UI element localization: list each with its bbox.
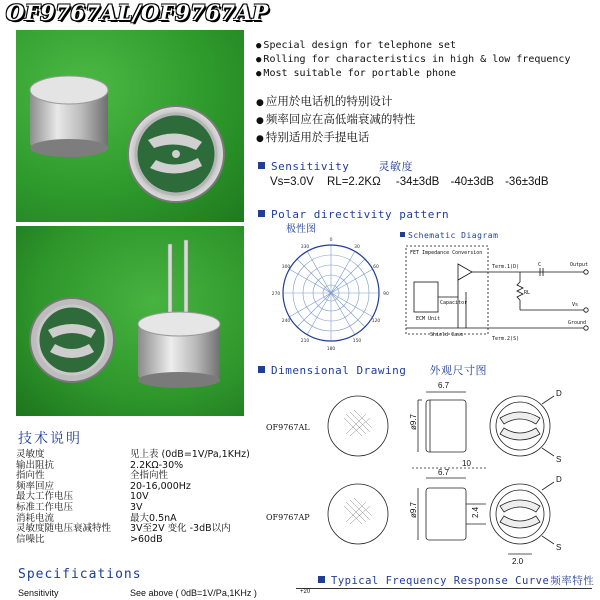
polar-angle-label: 30 <box>354 245 360 250</box>
frequency-heading-en: Typical Frequency Response Curve <box>331 575 550 587</box>
capsule-pin-photo-illustration <box>16 226 244 416</box>
section-square-icon <box>258 366 265 373</box>
specifications-heading: Specifications <box>18 567 142 582</box>
tech-row-label: 消耗电流 <box>16 512 55 524</box>
dimensional-heading-cn: 外观尺寸图 <box>429 364 487 377</box>
schematic-term1-label: Term.1(D) <box>492 264 520 270</box>
dimensional-heading <box>258 362 487 378</box>
features-en-list <box>256 39 570 81</box>
tech-heading: 技术说明 <box>18 431 82 447</box>
features-cn-list <box>256 93 415 147</box>
frequency-heading-cn: 频率特性 <box>550 575 595 587</box>
tech-row-value: 20-16,000Hz <box>130 480 191 492</box>
capsule-photo-illustration <box>16 30 244 222</box>
dim-pitch-24: 2.4 <box>471 506 480 518</box>
feature-cn-item: ● 频率回应在高低端衰减的特性 <box>256 111 415 129</box>
polar-angle-label: 120 <box>371 319 381 324</box>
section-square-icon <box>258 162 265 169</box>
sensitivity-heading-en: Sensitivity <box>271 160 350 173</box>
tech-row-label: 指向性 <box>16 470 45 482</box>
page-title: OF9767AL/OF9767AP <box>6 0 269 25</box>
polar-heading-cn: 极性图 <box>286 224 316 235</box>
sensitivity-value: -34±3dB <box>395 176 440 188</box>
schematic-heading-text: Schematic Diagram <box>408 231 499 240</box>
tech-row-value: 全指向性 <box>130 470 169 482</box>
polar-angle-label: 90 <box>383 292 389 297</box>
schematic-fet-label: FET Impedance Conversion <box>410 250 483 256</box>
tech-row-value: 见上表 (0dB=1V/Pa,1KHz) <box>130 449 250 460</box>
tech-row-value: >60dB <box>130 533 163 545</box>
tech-row-label: 信噪比 <box>16 533 45 545</box>
dimensional-drawing <box>262 378 596 568</box>
polar-angle-label: 270 <box>271 292 281 297</box>
table-row <box>16 503 256 514</box>
model-label-al: OF9767AL <box>266 423 310 432</box>
tech-row-label: 输出阻抗 <box>16 459 55 471</box>
dim-width-ap: 6.7 <box>438 468 450 477</box>
feature-cn-item: ● 应用於电话机的特别设计 <box>256 93 415 111</box>
dim-diameter-ap: ø9.7 <box>409 501 418 518</box>
schematic-c-label: C <box>538 262 542 268</box>
polar-heading-en: Polar directivity pattern <box>271 208 450 221</box>
pin-d-label-al: D <box>556 389 562 398</box>
dim-lead-length: 10 <box>462 459 471 468</box>
dim-pitch-20: 2.0 <box>512 557 524 566</box>
product-photo-bottom <box>16 226 244 416</box>
feature-cn-item: ● 特别适用於手提电话 <box>256 129 415 147</box>
tech-row-value: 3V至2V 变化 -3dB以内 <box>130 523 231 535</box>
schematic-output-label: Output <box>570 262 589 268</box>
polar-angle-label: 210 <box>300 339 310 344</box>
section-square-icon <box>400 232 405 237</box>
section-square-icon <box>318 576 325 583</box>
spec-row-label: Sensitivity <box>18 588 59 598</box>
schematic-ground-label: Ground <box>568 320 587 326</box>
pin-s-label-ap: S <box>556 543 562 552</box>
spec-row-value: See above ( 0dB=1V/Pa,1KHz ) <box>130 588 257 598</box>
pin-s-label-al: S <box>556 455 562 464</box>
sensitivity-heading-cn: 灵敏度 <box>378 160 413 173</box>
feature-en-item: ● Rolling for characteristics in high & low frequency <box>256 53 570 67</box>
tech-row-value: 10V <box>130 491 149 503</box>
polar-angle-label: 180 <box>326 347 336 352</box>
schematic-capacitor-label: Capacitor <box>440 300 468 306</box>
frequency-heading <box>318 573 594 588</box>
feature-en-item: ● Special design for telephone set <box>256 39 570 53</box>
tech-row-label: 灵敏度随电压衰减特性 <box>16 523 112 535</box>
tech-row-label: 灵敏度 <box>16 449 45 460</box>
tech-row-value: 2.2KΩ-30% <box>130 459 184 471</box>
schematic-term2-label: Term.2(S) <box>492 336 520 342</box>
section-square-icon <box>258 210 265 217</box>
dim-width-al: 6.7 <box>438 381 450 390</box>
sensitivity-value: -40±3dB <box>450 176 494 188</box>
model-label-ap: OF9767AP <box>266 513 310 522</box>
tech-row-label: 标准工作电压 <box>16 501 74 513</box>
schematic-diagram <box>400 242 598 342</box>
pin-d-label-ap: D <box>556 475 562 484</box>
tech-spec-table <box>16 450 256 545</box>
polar-directivity-chart <box>270 232 392 354</box>
polar-angle-label: 330 <box>300 245 310 250</box>
sensitivity-condition-rl: RL=2.2KΩ <box>327 176 381 188</box>
schematic-ecm-label: ECM Unit <box>416 316 441 322</box>
dim-diameter-al: ø9.7 <box>409 413 418 430</box>
schematic-heading <box>400 231 498 240</box>
frequency-chart-frame <box>296 588 592 600</box>
dimensional-heading-en: Dimensional Drawing <box>271 364 407 377</box>
table-row <box>16 450 256 461</box>
polar-angle-label: 150 <box>352 339 362 344</box>
sensitivity-heading <box>258 158 413 174</box>
tech-row-label: 最大工作电压 <box>16 491 74 503</box>
frequency-tick-label: +20 <box>300 589 311 595</box>
product-photo-top <box>16 30 244 222</box>
table-row <box>16 535 256 546</box>
polar-angle-label: 240 <box>281 319 291 324</box>
schematic-vs-label: Vs <box>572 302 579 308</box>
sensitivity-values-row <box>270 176 549 188</box>
schematic-rl-label: RL <box>524 290 531 296</box>
tech-row-value: 3V <box>130 501 143 513</box>
polar-angle-label: 0 <box>329 238 333 243</box>
sensitivity-value: -36±3dB <box>505 176 549 188</box>
schematic-shield-label: Shield Case <box>430 332 464 338</box>
tech-row-label: 频率回应 <box>16 480 55 492</box>
feature-en-item: ● Most suitable for portable phone <box>256 67 570 81</box>
sensitivity-condition-vs: Vs=3.0V <box>270 176 314 188</box>
polar-angle-label: 300 <box>281 265 291 270</box>
tech-row-value: 最大0.5nA <box>130 512 177 524</box>
polar-angle-label: 60 <box>373 265 379 270</box>
